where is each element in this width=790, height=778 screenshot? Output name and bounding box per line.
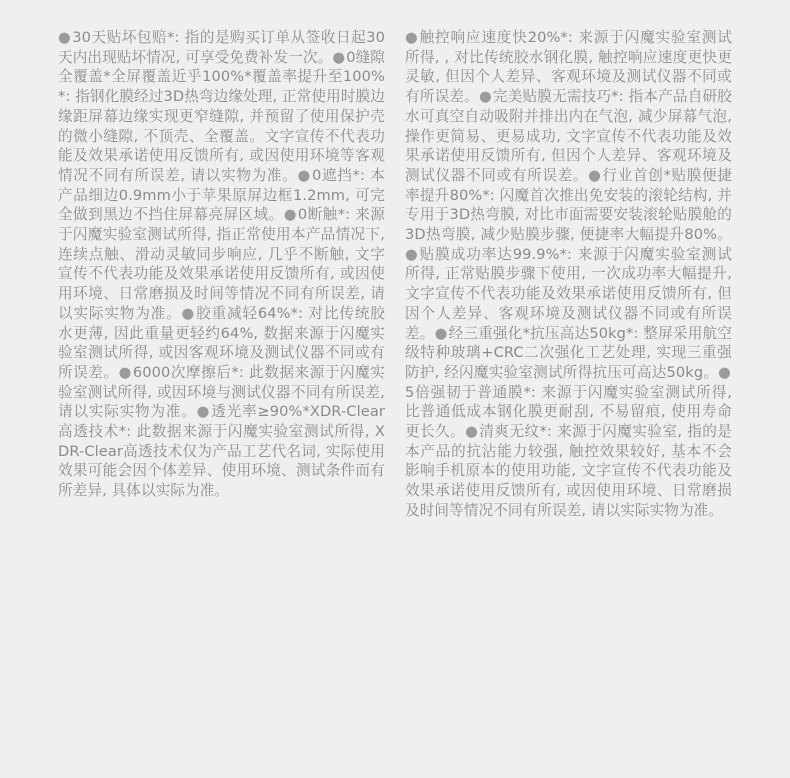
note-full-coverage: ● 0缝隙全覆盖*全屏覆盖近乎100%*覆盖率提升至100%*: 指钢化膜经过3D热弯边缘处理, 正常使用时膜边缘距屏幕边缘实现更窄缝隙, 并预留了使用保护壳的微小缝隙, 不顶壳、全覆盖。文字宣传不代表功能及效果承诺使用反馈所有, 或因使用环境等客观情况不同有所误差, 请以实物为准。 [58,49,385,184]
note-touch-response: ● 触控响应速度快20%*: 来源于闪魔实验室测试所得, , 对比传统胶水钢化膜, 触控响应速度更快更灵敏, 但因个人差异、客观环境及测试仪器不同或有所误差。 [405,29,732,105]
note-adhesive-weight: ● 胶重减轻64%*: 对比传统胶水更薄, 因此重量更轻约64%, 数据来源于闪魔实验室测试所得, 或因客观环境及测试仪器不同或有所误差。 [58,305,385,381]
note-easy-install: ● 完美贴膜无需技巧*: 指本产品自研胶水可真空自动吸附并排出内在气泡, 减少屏幕气泡, 操作更简易、更易成功, 文字宣传不代表功能及效果承诺使用反馈所有, 但因个人差异、客观环境及测试仪器不同或有所误差。 [405,88,732,184]
note-pressure-resistance: ● 经三重强化*抗压高达50kg*: 整屏采用航空级特种玻璃+CRC二次强化工艺处理, 实现三重强防护, 经闪魔实验室测试所得抗压可高达50kg。 [405,325,732,381]
note-friction-test: ● 6000次摩擦后*: 此数据来源于闪魔实验室测试所得, 或因环境与测试仪器不同有所误差, 请以实际实物为准。 [58,364,385,420]
note-no-touch-break: ● 0断触*: 来源于闪魔实验室测试所得, 指正常使用本产品情况下, 连续点触、滑动灵敏同步响应, 几乎不断触, 文字宣传不代表功能及效果承诺使用反馈所有, 或因使用环境、日常磨损及时间等情况不同有所误差, 请以实际实物为准。 [58,206,385,322]
note-toughness: ● 5倍强韧于普通膜*: 来源于闪魔实验室测试所得, 比普通低成本钢化膜更耐刮, 不易留痕, 使用寿命更长久。 [405,364,732,440]
note-install-convenience: ● 行业首创*贴膜便捷率提升80%*: 闪魔首次推出免安装的滚轮结构, 并专用于3D热弯膜, 对比市面需要安装滚轮贴膜舱的3D热弯膜, 减少贴膜步骤, 便捷率大幅提升80%。 [405,167,732,243]
note-success-rate: ● 贴膜成功率达99.9%*: 来源于闪魔实验室测试所得, 正常贴膜步骤下使用, 一次成功率大幅提升, 文字宣传不代表功能及效果承诺使用反馈所有, 但因个人差异、客观环境及测试仪器不同或有所误差。 [405,246,732,342]
right-notes-column [405,28,732,521]
note-no-obstruction: ● 0遮挡*: 本产品细边0.9mm小于苹果原屏边框1.2mm, 可完全做到黑边不挡住屏幕亮屏区域。 [58,167,385,223]
note-30day-replacement: ● 30天贴坏包赔*: 指的是购买订单从签收日起30天内出现贴坏情况, 可享受免费补发一次。 [58,29,385,66]
note-anti-smudge: ● 清爽无纹*: 来源于闪魔实验室, 指的是本产品的抗沾能力较强, 触控效果较好, 基本不会影响手机原本的使用功能, 文字宣传不代表功能及效果承诺使用反馈所有, 或因使用环境、日常磨损及时间等情况不同有所误差, 请以实际实物为准。 [405,423,732,519]
left-notes-column [58,28,385,501]
note-transmittance: ● 透光率≥90%*XDR-Clear高透技术*: 此数据来源于闪魔实验室测试所得, XDR-Clear高透技术仅为产品工艺代名词, 实际使用效果可能会因个体差异、使用环境、测试条件而有所差异, 具体以实际为准。 [58,403,385,499]
